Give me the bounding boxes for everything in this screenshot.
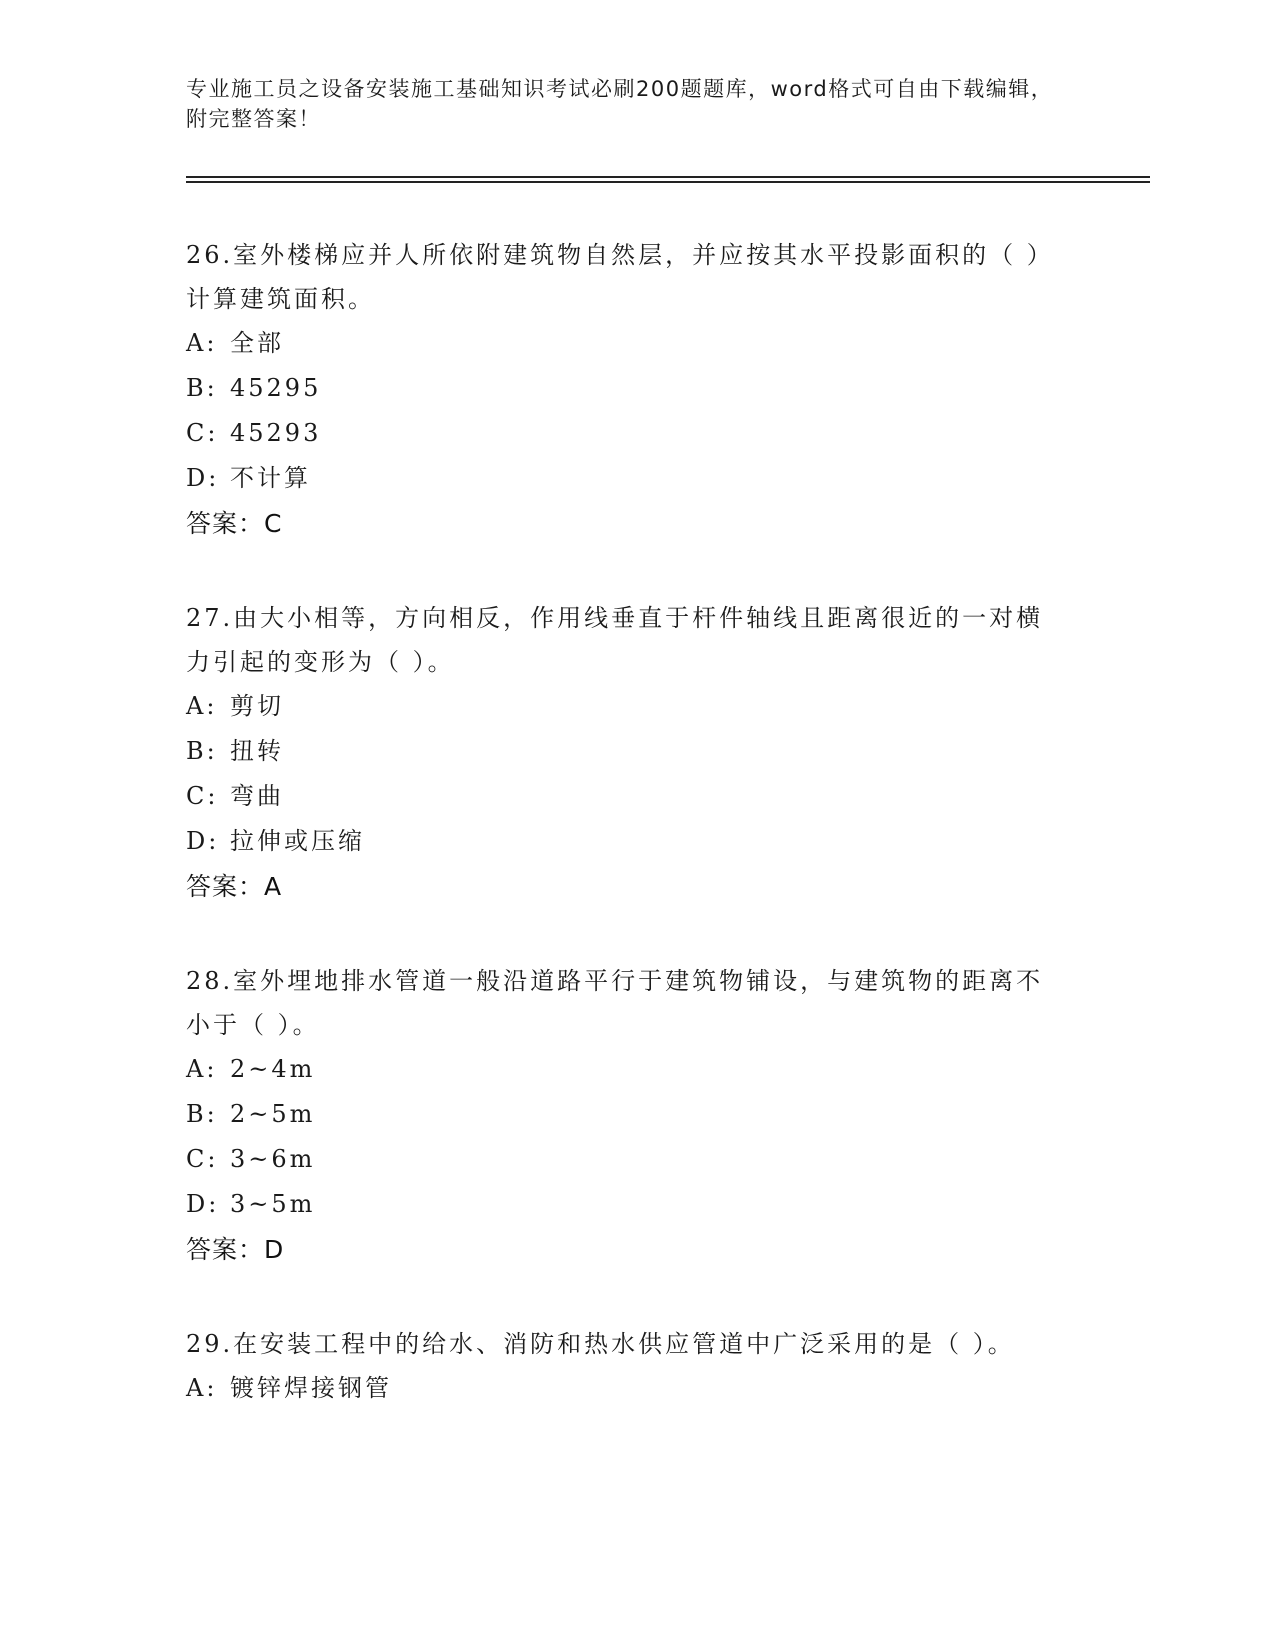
option-letter: B: bbox=[186, 1100, 218, 1128]
option-text: 剪切 bbox=[230, 692, 284, 720]
question-28 bbox=[186, 959, 1066, 1272]
answer-line: 答案：C bbox=[186, 509, 283, 538]
option-letter: C: bbox=[186, 1145, 219, 1173]
option-text: 扭转 bbox=[230, 737, 284, 765]
option-letter: C: bbox=[186, 419, 219, 447]
option-c bbox=[186, 774, 1066, 819]
option-d bbox=[186, 819, 1066, 864]
option-text: 3~5m bbox=[230, 1190, 316, 1218]
question-stem: 26.室外楼梯应并人所依附建筑物自然层，并应按其水平投影面积的（ ）计算建筑面积。 bbox=[186, 241, 1054, 313]
option-letter: A: bbox=[186, 692, 218, 720]
option-a bbox=[186, 684, 1066, 729]
answer-line: 答案：D bbox=[186, 1235, 285, 1264]
option-letter: A: bbox=[186, 1374, 218, 1402]
option-text: 全部 bbox=[230, 329, 284, 357]
header-divider-line-2 bbox=[186, 181, 1150, 183]
question-stem: 28.室外埋地排水管道一般沿道路平行于建筑物铺设，与建筑物的距离不小于（ ）。 bbox=[186, 967, 1044, 1039]
option-b bbox=[186, 729, 1066, 774]
header-divider-line bbox=[186, 176, 1150, 178]
question-29 bbox=[186, 1322, 1066, 1411]
option-a bbox=[186, 321, 1066, 366]
option-c bbox=[186, 411, 1066, 456]
option-text: 45295 bbox=[230, 374, 322, 402]
option-letter: D: bbox=[186, 1190, 220, 1218]
option-text: 45293 bbox=[230, 419, 322, 447]
option-text: 拉伸或压缩 bbox=[230, 827, 365, 855]
option-b bbox=[186, 1092, 1066, 1137]
option-text: 2~5m bbox=[230, 1100, 316, 1128]
option-text: 弯曲 bbox=[230, 782, 284, 810]
option-d bbox=[186, 456, 1066, 501]
option-text: 3~6m bbox=[230, 1145, 316, 1173]
option-letter: C: bbox=[186, 782, 219, 810]
option-letter: D: bbox=[186, 827, 220, 855]
option-letter: A: bbox=[186, 1055, 218, 1083]
option-text: 不计算 bbox=[230, 464, 311, 492]
document-header-title: 专业施工员之设备安装施工基础知识考试必刷200题题库，word格式可自由下载编辑，附完整答案！ bbox=[186, 77, 1054, 131]
option-d bbox=[186, 1182, 1066, 1227]
option-c bbox=[186, 1137, 1066, 1182]
option-text: 2~4m bbox=[230, 1055, 316, 1083]
question-stem: 27.由大小相等，方向相反，作用线垂直于杆件轴线且距离很近的一对横力引起的变形为（ ）。 bbox=[186, 604, 1044, 676]
option-letter: B: bbox=[186, 737, 218, 765]
question-27 bbox=[186, 596, 1066, 909]
answer-line: 答案：A bbox=[186, 872, 283, 901]
option-text: 镀锌焊接钢管 bbox=[230, 1374, 392, 1402]
question-26 bbox=[186, 233, 1066, 546]
option-a bbox=[186, 1366, 1066, 1411]
option-letter: A: bbox=[186, 329, 218, 357]
option-a bbox=[186, 1047, 1066, 1092]
option-letter: B: bbox=[186, 374, 218, 402]
option-letter: D: bbox=[186, 464, 220, 492]
question-stem: 29.在安装工程中的给水、消防和热水供应管道中广泛采用的是（ ）。 bbox=[186, 1330, 1015, 1358]
option-b bbox=[186, 366, 1066, 411]
